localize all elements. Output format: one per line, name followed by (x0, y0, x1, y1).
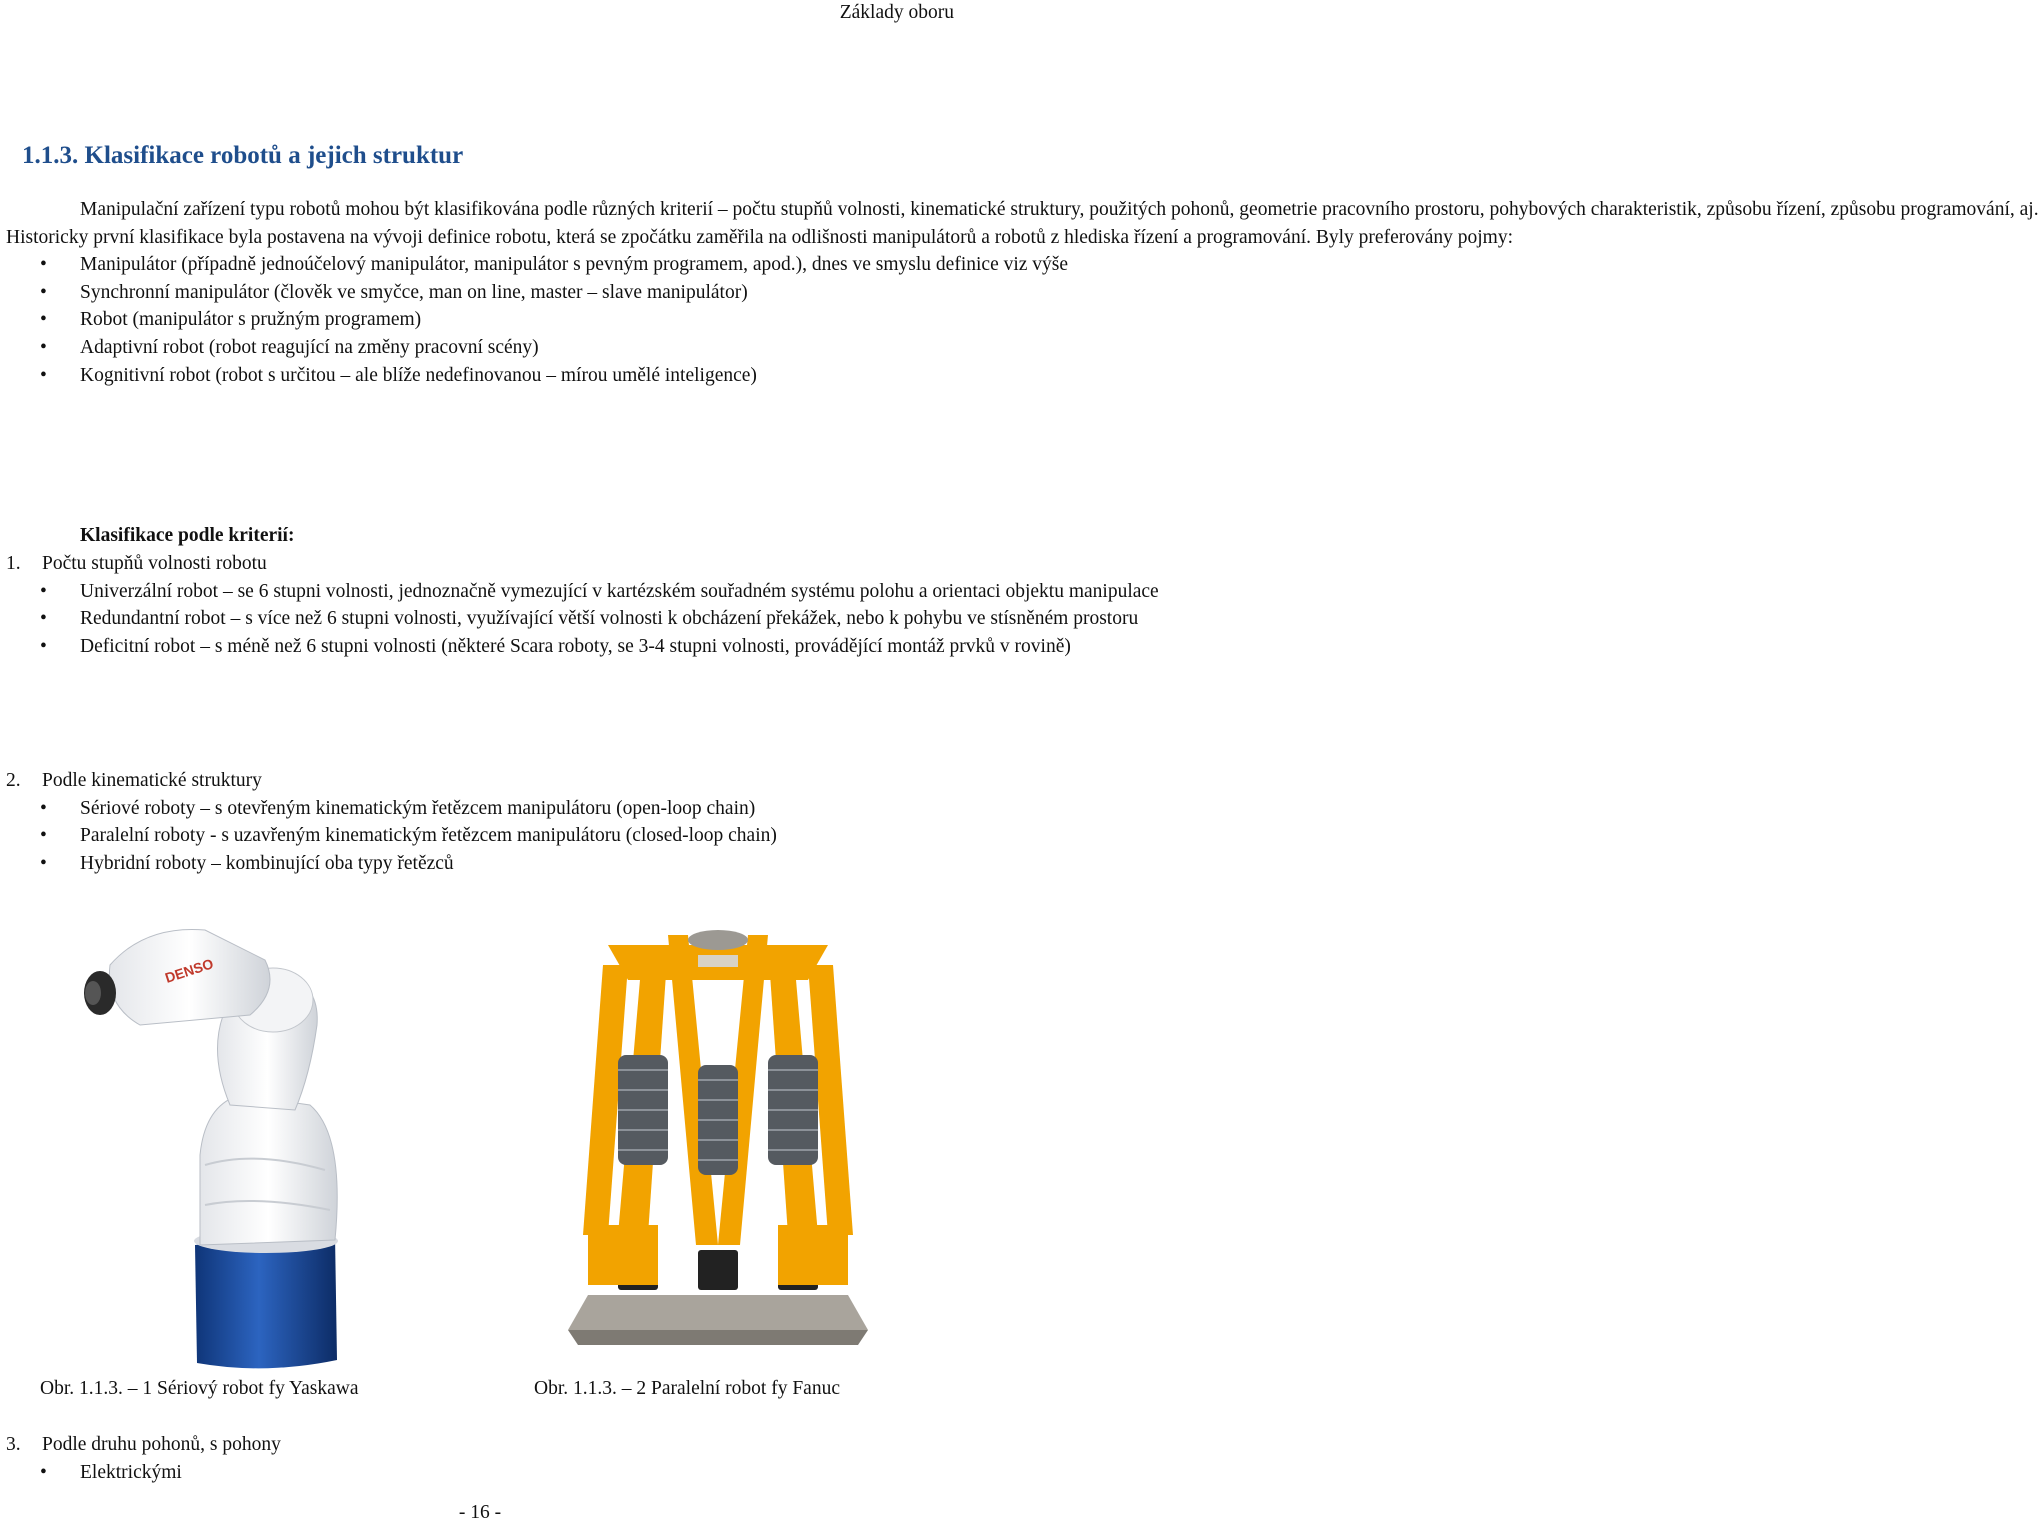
list-item: • Robot (manipulátor s pružným programem) (6, 306, 954, 334)
list-item: • Synchronní manipulátor (člověk ve smyčce, man on line, master – slave manipulátor) (6, 279, 954, 307)
serial-robot-image (55, 905, 385, 1375)
list-item: • Univerzální robot – se 6 stupni volnosti, jednoznačně vymezující v kartézském souřadném systému polohu a orientaci objektu manipulace (6, 578, 954, 606)
list-item: • Kognitivní robot (robot s určitou – ale blíže nedefinovanou – mírou umělé inteligence) (6, 362, 954, 390)
criterion-title: Podle kinematické struktury (42, 770, 262, 791)
criterion-1 (6, 550, 1159, 660)
criterion-title: Podle druhu pohonů, s pohony (42, 1434, 281, 1455)
parallel-robot-image (548, 905, 888, 1375)
list-item: • Elektrickými (6, 1459, 954, 1487)
list-item: • Redundantní robot – s více než 6 stupni volnosti, využívající větší volnosti k obcházení překážek, nebo k pohybu ve stísněném prostoru (6, 605, 954, 633)
intro-section (6, 196, 2039, 389)
criterion-3 (6, 1431, 954, 1486)
list-item: • Paralelní roboty - s uzavřeným kinematickým řetězcem manipulátoru (closed-loop chain) (6, 822, 954, 850)
criteria-heading: Klasifikace podle kriterií: (80, 525, 295, 546)
robot-logo-text: DENSO (162, 955, 216, 986)
list-item: • Deficitní robot – s méně než 6 stupni volnosti (některé Scara roboty, se 3-4 stupni volnosti, provádějící montáž prvků v rovině) (6, 633, 954, 661)
criteria-heading-block (6, 522, 954, 550)
section-title: 1.1.3. Klasifikace robotů a jejich struktur (22, 142, 464, 169)
list-item: • Adaptivní robot (robot reagující na změny pracovní scény) (6, 334, 954, 362)
intro-paragraph-2: Historicky první klasifikace byla postavena na vývoji definice robotu, která se zpočátku zaměřila na odlišnosti manipulátorů a robotů z hlediska řízení a programování. Byly preferovány pojmy: (6, 226, 1514, 248)
intro-paragraph-1: Manipulační zařízení typu robotů mohou být klasifikována podle různých kriterií – počtu stupňů volnosti, kinematické struktury, použitých pohonů, geometrie pracovního prostoru, pohybových charakteristik, způsobu řízení, způsobu programování, aj. (80, 199, 2039, 220)
criterion-2-list (6, 795, 954, 878)
page-number: - 16 - (458, 1502, 502, 1523)
criterion-number: 2. (6, 770, 21, 791)
intro-bullet-list (6, 251, 1069, 389)
criterion-2 (6, 767, 954, 877)
criterion-number: 1. (6, 553, 21, 574)
criterion-title: Počtu stupňů volnosti robotu (42, 553, 267, 574)
criterion-3-list (6, 1459, 954, 1487)
list-item: • Hybridní roboty – kombinující oba typy řetězců (6, 850, 954, 878)
figure-1-caption: Obr. 1.1.3. – 1 Sériový robot fy Yaskawa (40, 1378, 359, 1399)
criterion-number: 3. (6, 1434, 21, 1455)
figure-2-caption: Obr. 1.1.3. – 2 Paralelní robot fy Fanuc (534, 1378, 840, 1399)
running-header: Základy oboru (839, 2, 954, 23)
list-item: • Manipulátor (případně jednoúčelový manipulátor, manipulátor s pevným programem, apod.), dnes ve smyslu definice viz výše (6, 251, 954, 279)
criterion-1-list (6, 578, 1159, 661)
list-item: • Sériové roboty – s otevřeným kinematickým řetězcem manipulátoru (open-loop chain) (6, 795, 954, 823)
